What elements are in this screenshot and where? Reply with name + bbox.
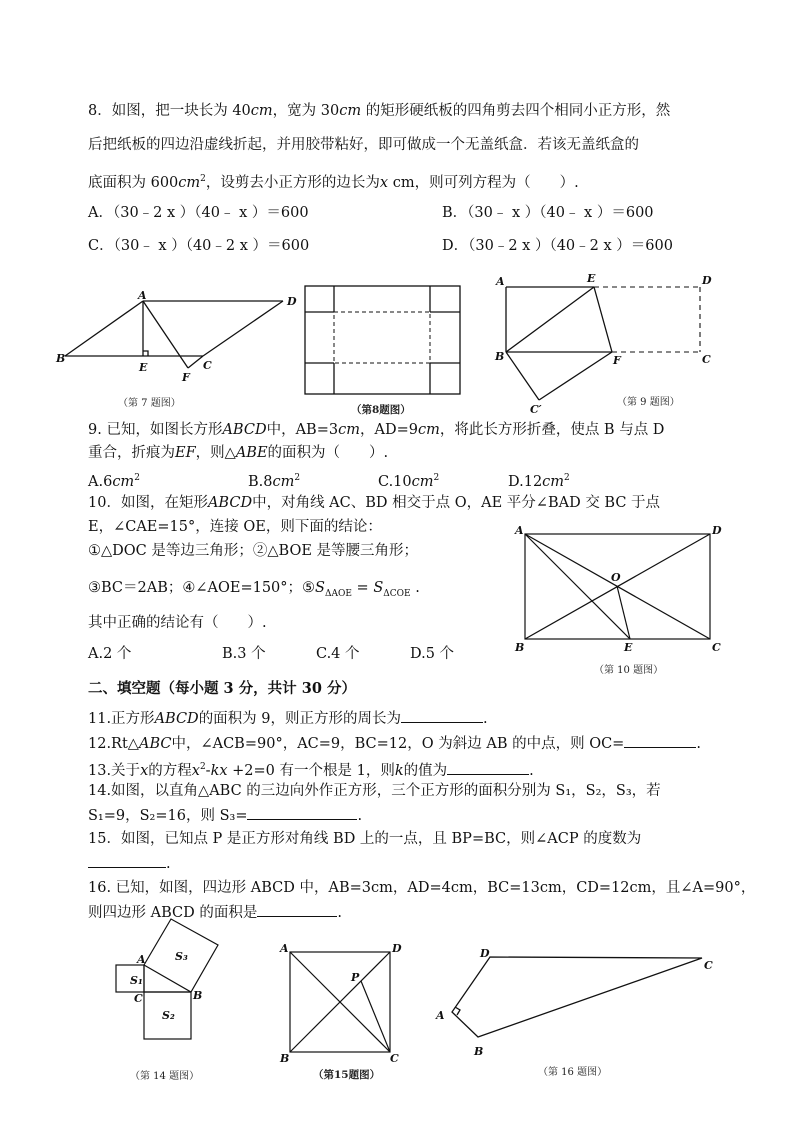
fig9-label-d: D	[702, 274, 712, 287]
fig7-line-fc	[188, 356, 203, 368]
q10-line-5: 其中正确的结论有（ ）.	[88, 615, 267, 631]
fig10-line-ae	[525, 534, 630, 639]
figure-8	[304, 285, 462, 397]
q14-line-2: S₁=9，S₂=16，则 S₃= .	[88, 805, 362, 826]
q15-line-2: .	[88, 853, 171, 874]
fig9-line-be	[506, 287, 594, 352]
q13: 13.关于x的方程$x^2-kx +2=0$ 有一个根是 1，则k的值为 .	[88, 757, 534, 781]
q14-answer-blank[interactable]	[247, 805, 357, 820]
figure-7	[55, 288, 295, 383]
q8-option-b: B．（30﹣ x ）（40﹣ x ）＝600	[442, 205, 654, 221]
fig10-label-c: C	[712, 641, 721, 654]
fig7-label-d: D	[287, 295, 297, 308]
fig15-label-p: P	[351, 971, 360, 984]
q8-line-1: 8．如图，把一块长为 40cm，宽为 30cm 的矩形硬纸板的四角剪去四个相同小正方形，然	[88, 103, 671, 119]
figure-10	[510, 520, 725, 660]
fig7-line-ba	[65, 301, 143, 356]
fig7-label-b: B	[56, 352, 66, 365]
q9-line-1: 9. 已知，如图长方形ABCD中，AB=3cm，AD=9cm，将此长方形折叠，使点 B 与点 D	[88, 422, 665, 438]
fig10-label-a: A	[515, 524, 524, 537]
fig9-label-c: C	[702, 353, 711, 366]
fig9-label-e: E	[587, 272, 596, 285]
q10-line-2: E，∠CAE=15°，连接 OE，则下面的结论：	[88, 519, 382, 535]
q10-line-1: 10．如图，在矩形ABCD中，对角线 AC、BD 相交于点 O，AE 平分∠BAD 交 BC 于点	[88, 495, 661, 511]
fig14-label-b: B	[193, 989, 203, 1002]
q8-option-a: A．（30﹣2 x ）（40﹣ x ）＝600	[88, 205, 309, 221]
fig7-right-angle	[143, 351, 148, 356]
figure-9	[492, 270, 720, 415]
q14-line-1: 14.如图，以直角△ABC 的三边向外作正方形，三个正方形的面积分别为 S₁，S₂，S₃，若	[88, 783, 661, 799]
q8-line-3: 底面积为 $600cm^2$，设剪去小正方形的边长为x cm，则可列方程为（ ）.	[88, 174, 579, 191]
fig14-label-s2: S₂	[162, 1009, 175, 1022]
q9-option-c: $C.10cm^2$	[378, 473, 440, 490]
fig16-label-d: D	[480, 947, 490, 960]
q9-line-2: 重合，折痕为EF，则△ABE的面积为（ ）.	[88, 445, 389, 461]
figure-14	[110, 918, 230, 1050]
fig9-label-f: F	[613, 354, 621, 367]
caption-fig9: （第 9 题图）	[617, 397, 680, 408]
fig10-line-oe	[617, 586, 630, 639]
q9-option-d: $D.12cm^2$	[508, 473, 570, 490]
q8-line-2: 后把纸板的四边沿虚线折起，并用胶带粘好，即可做成一个无盖纸盒．若该无盖纸盒的	[88, 137, 639, 153]
fig9-label-a: A	[496, 275, 505, 288]
q16-line-2: 则四边形 ABCD 的面积是 .	[88, 902, 342, 923]
fig7-label-e: E	[139, 361, 148, 374]
fig9-line-ef	[594, 287, 612, 352]
fig8-fold-lines	[334, 312, 430, 363]
fig16-quadrilateral	[452, 957, 702, 1037]
fig10-label-o: O	[611, 571, 621, 584]
q13-answer-blank[interactable]	[447, 760, 529, 775]
fig7-label-a: A	[138, 289, 147, 302]
q10-option-d: D.5 个	[410, 646, 455, 662]
fig16-label-a: A	[436, 1009, 445, 1022]
fig9-label-c-prime: C′	[530, 403, 542, 416]
q9-option-a: $A.6cm^2$	[88, 473, 140, 490]
fig15-label-b: B	[280, 1052, 290, 1065]
q10-option-a: A.2 个	[88, 646, 132, 662]
fig15-label-c: C	[390, 1052, 399, 1065]
q10-line-4: ③BC＝2AB；④∠AOE=150°；$⑤S_{\Delta AOE} = S_{\Delta COE}$ .	[88, 580, 420, 599]
fig9-line-c-prime-f	[539, 352, 612, 400]
fig14-label-s1: S₁	[130, 974, 143, 987]
caption-fig14: （第 14 题图）	[130, 1071, 200, 1082]
q10-option-b: B.3 个	[222, 646, 266, 662]
q11-answer-blank[interactable]	[401, 708, 483, 723]
caption-fig10: （第 10 题图）	[594, 665, 664, 676]
q8-option-c: C．（30﹣ x ）（40﹣2 x ）＝600	[88, 238, 310, 254]
figure-16	[430, 940, 720, 1060]
q16-line-1: 16. 已知，如图，四边形 ABCD 中，AB=3cm，AD=4cm，BC=13cm，CD=12cm，且∠A=90°，	[88, 880, 756, 896]
fig14-label-a: A	[137, 953, 146, 966]
fig8-board	[305, 286, 460, 394]
q12: 12.Rt△ABC中，∠ACB=90°，AC=9，BC=12，O 为斜边 AB 的中点，则 OC= .	[88, 733, 701, 754]
fig14-label-c: C	[134, 992, 143, 1005]
fig10-label-e: E	[624, 641, 633, 654]
q16-answer-blank[interactable]	[257, 902, 337, 917]
fig15-line-pc	[361, 981, 390, 1052]
fig16-label-c: C	[704, 959, 713, 972]
fig7-label-f: F	[182, 371, 190, 384]
q15-line-1: 15．如图，已知点 P 是正方形对角线 BD 上的一点，且 BP=BC，则∠ACP 的度数为	[88, 831, 642, 847]
q10-option-c: C.4 个	[316, 646, 360, 662]
caption-fig15: （第15题图）	[313, 1069, 381, 1081]
q9-option-b: $B.8cm^2$	[248, 473, 301, 490]
q15-answer-blank[interactable]	[88, 853, 166, 868]
fig10-label-d: D	[712, 524, 722, 537]
fig16-right-angle	[455, 1007, 460, 1015]
section-2-title: 二、填空题（每小题 3 分，共计 30 分）	[88, 680, 356, 697]
fig7-line-cd	[203, 301, 283, 356]
q10-line-3: ①△DOC 是等边三角形；②△BOE 是等腰三角形；	[88, 543, 419, 559]
q12-answer-blank[interactable]	[624, 733, 696, 748]
figure-15	[278, 940, 403, 1065]
caption-fig8: （第8题图）	[351, 404, 411, 416]
caption-fig7: （第 7 题图）	[118, 398, 181, 409]
fig15-label-d: D	[392, 942, 402, 955]
fig7-line-af	[143, 301, 188, 368]
q8-option-d: D．（30﹣2 x ）（40﹣2 x ）＝600	[442, 238, 673, 254]
fig16-label-b: B	[474, 1045, 484, 1058]
q11: 11.正方形ABCD的面积为 9，则正方形的周长为 .	[88, 708, 488, 729]
fig9-line-bc-prime	[506, 352, 539, 400]
fig7-label-c: C	[203, 359, 212, 372]
fig9-label-b: B	[495, 350, 505, 363]
fig15-label-a: A	[280, 942, 289, 955]
fig14-label-s3: S₃	[175, 950, 188, 963]
caption-fig16: （第 16 题图）	[538, 1067, 608, 1078]
fig10-label-b: B	[515, 641, 525, 654]
